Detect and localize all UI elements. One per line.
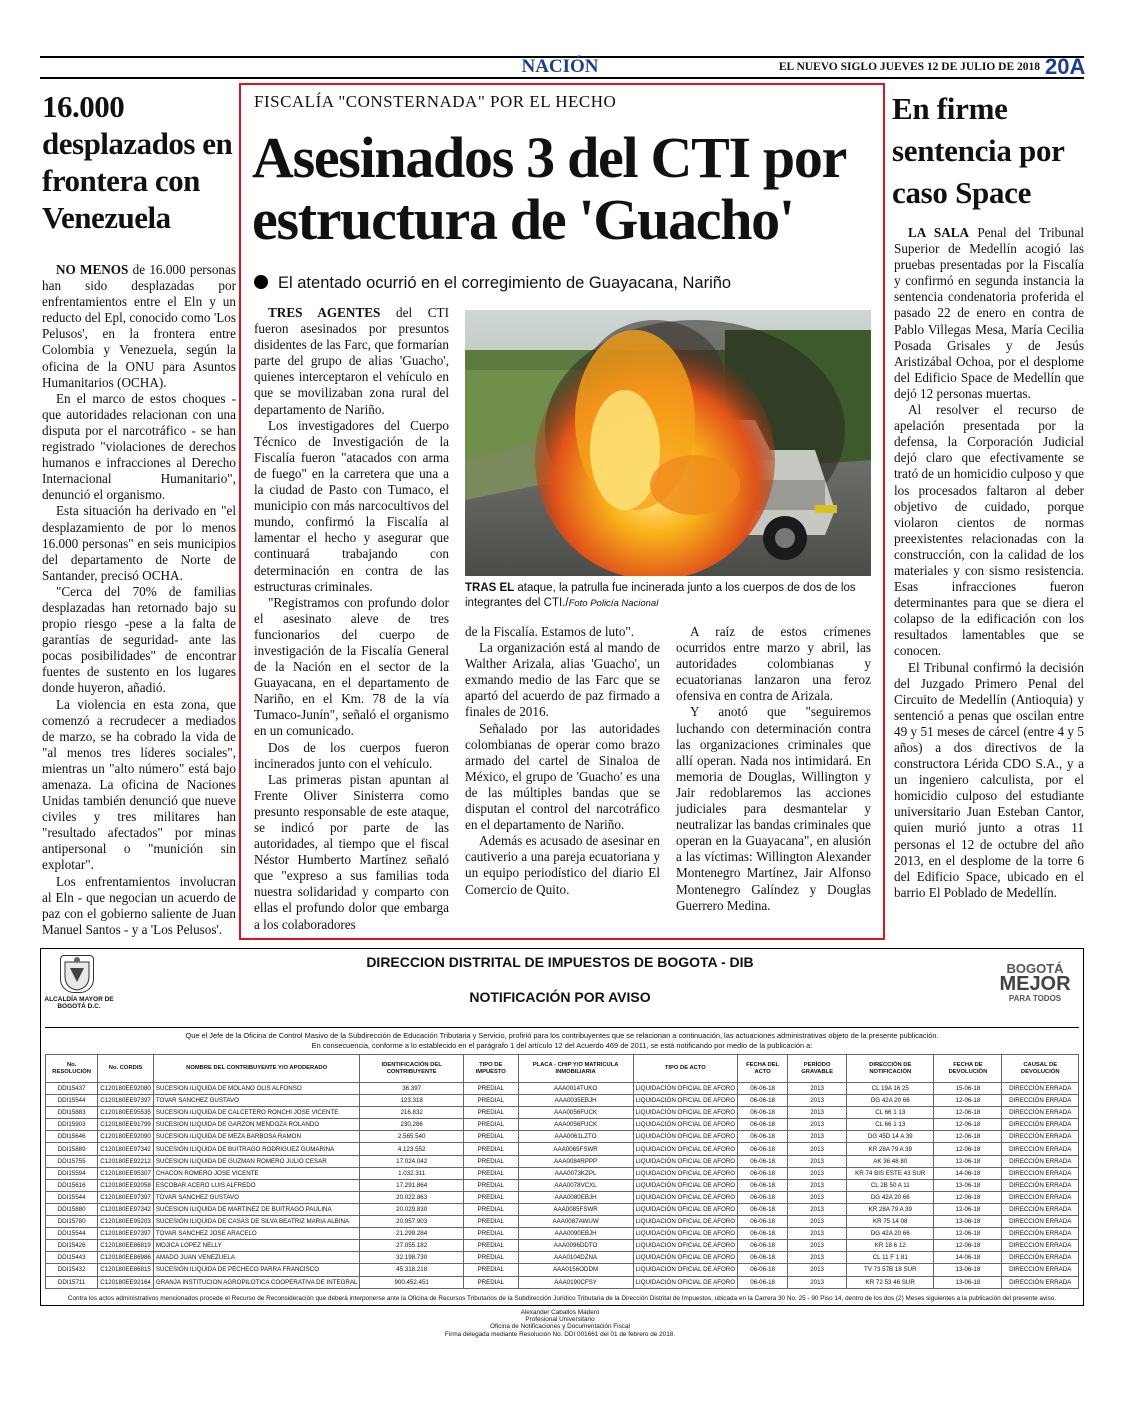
table-cell: SUCESION ILIQUIDA DE MOLANO OLIS ALFONSO bbox=[153, 1083, 360, 1095]
table-cell: PREDIAL bbox=[463, 1131, 518, 1143]
table-cell: SUCESION ILIQUIDA DE BUITRAGO RODRIGUEZ GUMARINA bbox=[153, 1143, 360, 1155]
table-cell: 2013 bbox=[788, 1264, 847, 1276]
table-row bbox=[46, 1264, 1079, 1276]
table-cell: C120180EE92212 bbox=[98, 1155, 154, 1167]
table-cell: PREDIAL bbox=[463, 1143, 518, 1155]
table-cell: 2013 bbox=[788, 1276, 847, 1288]
left-story-body bbox=[42, 262, 236, 938]
main-paragraph: Y anotó que "seguiremos luchando con determinación contra las organizaciones criminales que allí operan. Nada nos intimidará. En memoria de Douglas, Willington y Jair redoblaremos las acciones judiciales para desmantelar y neutralizar las bandas criminales que operan en la Guayacana", en alusión a las víctimas: Willington Alexander Montenegro Martínez, Jair Alfonso Montenegro Galíndez y Douglas Guerrero Medina. bbox=[676, 704, 871, 913]
signature-name: Alexander Caballos Madero bbox=[520, 1309, 600, 1316]
main-headline: Asesinados 3 del CTI por estructura de 'Guacho' bbox=[252, 125, 845, 252]
table-cell: DIRECCIÓN ERRADA bbox=[1002, 1264, 1079, 1276]
table-cell: AAA0096DDTO bbox=[518, 1240, 633, 1252]
table-cell: AAA0156ODDM bbox=[518, 1264, 633, 1276]
table-cell: C120180EE95203 bbox=[98, 1216, 154, 1228]
table-cell: 12-06-18 bbox=[934, 1203, 1002, 1215]
logo-line-2: MEJOR bbox=[999, 973, 1071, 995]
table-cell: AAA0090EBJH bbox=[518, 1228, 633, 1240]
table-cell: KR 72 53 46 SUR bbox=[847, 1276, 934, 1288]
table-cell: PREDIAL bbox=[463, 1264, 518, 1276]
table-row bbox=[46, 1083, 1079, 1095]
table-cell: LIQUIDACIÓN OFICIAL DE AFORO bbox=[633, 1155, 737, 1167]
table-header-cell: CAUSAL DE DEVOLUCIÓN bbox=[1002, 1055, 1079, 1083]
table-cell: 06-06-18 bbox=[738, 1264, 788, 1276]
notice-subtitle: NOTIFICACIÓN POR AVISO bbox=[469, 989, 651, 1005]
main-paragraph: Además es acusado de asesinar en cautiverio a una pareja ecuatoriana y un equipo periodístico del diario El Comercio de Quito. bbox=[465, 833, 660, 897]
table-cell: DIRECCIÓN ERRADA bbox=[1002, 1216, 1079, 1228]
table-cell: PREDIAL bbox=[463, 1179, 518, 1191]
table-cell: PREDIAL bbox=[463, 1252, 518, 1264]
table-header-cell: No. RESOLUCIÓN bbox=[46, 1055, 98, 1083]
table-cell: 06-06-18 bbox=[738, 1191, 788, 1203]
table-cell: DIRECCIÓN ERRADA bbox=[1002, 1276, 1079, 1288]
main-kicker: FISCALÍA "CONSTERNADA" POR EL HECHO bbox=[254, 92, 617, 111]
table-cell: LIQUIDACIÓN OFICIAL DE AFORO bbox=[633, 1264, 737, 1276]
table-row bbox=[46, 1107, 1079, 1119]
page-number: 20A bbox=[1045, 54, 1086, 79]
table-cell: 17.024.042 bbox=[360, 1155, 463, 1167]
table-cell: AAA0056FUCK bbox=[518, 1119, 633, 1131]
table-row bbox=[46, 1191, 1079, 1203]
table-header-cell: DIRECCIÓN DE NOTIFICACIÓN bbox=[847, 1055, 934, 1083]
table-cell: TOVAR SANCHEZ JOSE ARACELO bbox=[153, 1228, 360, 1240]
table-cell: C120180EE95307 bbox=[98, 1167, 154, 1179]
table-cell: CL 66 1 13 bbox=[847, 1119, 934, 1131]
table-cell: PREDIAL bbox=[463, 1119, 518, 1131]
table-cell: LIQUIDACIÓN OFICIAL DE AFORO bbox=[633, 1228, 737, 1240]
table-cell: 06-06-18 bbox=[738, 1167, 788, 1179]
table-cell: DDI15594 bbox=[46, 1167, 98, 1179]
table-cell: LIQUIDACIÓN OFICIAL DE AFORO bbox=[633, 1216, 737, 1228]
table-cell: 216.832 bbox=[360, 1107, 463, 1119]
table-cell: AAA0061LZTO bbox=[518, 1131, 633, 1143]
table-cell: 2013 bbox=[788, 1131, 847, 1143]
table-cell: DDI15780 bbox=[46, 1216, 98, 1228]
table-cell: DDI15883 bbox=[46, 1107, 98, 1119]
left-paragraph: de 16.000 personas han sido desplazadas por enfrentamientos entre el Eln y un reducto del Epl, conocido como 'Los Pelusos', en la frontera entre Colombia y Venezuela, según la oficina de la ONU para Asuntos Humanitarios (OCHA). bbox=[42, 262, 236, 390]
table-cell: DIRECCIÓN ERRADA bbox=[1002, 1095, 1079, 1107]
table-cell: LIQUIDACIÓN OFICIAL DE AFORO bbox=[633, 1143, 737, 1155]
table-cell: 36.397 bbox=[360, 1083, 463, 1095]
table-cell: PREDIAL bbox=[463, 1155, 518, 1167]
table-cell: KR 75 14 08 bbox=[847, 1216, 934, 1228]
table-cell: DDI15646 bbox=[46, 1131, 98, 1143]
table-cell: DDI15889 bbox=[46, 1143, 98, 1155]
main-paragraph: de la Fiscalía. Estamos de luto". bbox=[465, 624, 635, 639]
main-lead: TRES AGENTES bbox=[268, 305, 381, 320]
table-cell: 06-06-18 bbox=[738, 1143, 788, 1155]
table-cell: 2013 bbox=[788, 1216, 847, 1228]
notice-footer: Contra los actos administrativos mencionados procede el Recurso de Reconsideración que deberá interponerse ante la Oficina de Recursos Tributarios de la Subdirección Jurídico Tributaria de la Dirección Distrital de Impuestos, ubicada en la Carrera 30 No. 25 - 90 Piso 14, dentro de los dos (2) Meses siguientes a la publicación del presente aviso. bbox=[67, 1295, 1057, 1302]
table-cell: DIRECCIÓN ERRADA bbox=[1002, 1167, 1079, 1179]
table-cell: DDI15544 bbox=[46, 1191, 98, 1203]
table-cell: C120180EE86815 bbox=[98, 1264, 154, 1276]
left-paragraph: Esta situación ha derivado en "el desplazamiento de por lo menos 16.000 personas" en seis municipios del departamento de Norte de Santander, precisó OCHA. bbox=[42, 503, 236, 583]
table-cell: AMADO JUAN VENEZUELA bbox=[153, 1252, 360, 1264]
notice-intro-line-1: Que el Jefe de la Oficina de Control Masivo de la Subdirección de Educación Tributaria y Servicio, profirió para los contribuyentes que se relacionan a continuación, las actuaciones administrativas objeto de la presente publicación. bbox=[185, 1031, 939, 1040]
caption-credit: Foto Policía Nacional bbox=[568, 598, 659, 609]
table-cell: 13-06-18 bbox=[934, 1264, 1002, 1276]
table-cell: CL 19A 16 25 bbox=[847, 1083, 934, 1095]
table-cell: 12-06-18 bbox=[934, 1155, 1002, 1167]
table-cell: DIRECCIÓN ERRADA bbox=[1002, 1083, 1079, 1095]
table-row bbox=[46, 1095, 1079, 1107]
table-cell: SUCESION ILIQUIDA DE GUZMAN ROMERO JULIO CESAR bbox=[153, 1155, 360, 1167]
notice-table-header bbox=[46, 1055, 1079, 1083]
table-cell: C120180EE91799 bbox=[98, 1119, 154, 1131]
table-cell: LIQUIDACIÓN OFICIAL DE AFORO bbox=[633, 1240, 737, 1252]
notice-intro-line-2: En consecuencia, conforme a lo establecido en el parágrafo 1 del artículo 12 del Acuerdo 469 de 2011, se está notificando por medio de la publicación a: bbox=[311, 1040, 813, 1050]
right-story-body bbox=[894, 225, 1084, 901]
table-row bbox=[46, 1252, 1079, 1264]
table-cell: DDI15432 bbox=[46, 1264, 98, 1276]
table-cell: LIQUIDACIÓN OFICIAL DE AFORO bbox=[633, 1191, 737, 1203]
table-cell: 14-06-18 bbox=[934, 1167, 1002, 1179]
table-cell: DIRECCIÓN ERRADA bbox=[1002, 1155, 1079, 1167]
table-cell: C120180EE92080 bbox=[98, 1083, 154, 1095]
signature-office: Oficina de Notificaciones y Documentación Fiscal bbox=[490, 1323, 630, 1331]
table-cell: 2013 bbox=[788, 1155, 847, 1167]
table-cell: 15-06-18 bbox=[934, 1083, 1002, 1095]
table-cell: 12-06-18 bbox=[934, 1240, 1002, 1252]
table-cell: DDI15711 bbox=[46, 1276, 98, 1288]
table-cell: 21.299.284 bbox=[360, 1228, 463, 1240]
table-cell: PREDIAL bbox=[463, 1228, 518, 1240]
table-cell: SUCESION ILIQUIDA DE MEZA BARBOSA RAMON bbox=[153, 1131, 360, 1143]
right-paragraph: Al resolver el recurso de apelación presentada por la defensa, la Corporación Judicial dejó claro que efectivamente se trató de un homicidio culposo y que los procesados faltaron al deber objetivo de cuidado, porque violaron cientos de normas preexistentes relacionadas con la construcción, con la calidad de los materiales y con sismo resistencia. Esas infracciones fueron determinantes para que se diera el colapso de la edificación con los resultados lamentables que se conocen. bbox=[894, 402, 1084, 659]
table-cell: AAA0035EBJH bbox=[518, 1095, 633, 1107]
table-cell: KR 28A 79 A 39 bbox=[847, 1143, 934, 1155]
table-cell: TOVAR SANCHEZ GUSTAVO bbox=[153, 1095, 360, 1107]
table-cell: CHACON ROMERO JOSE VICENTE bbox=[153, 1167, 360, 1179]
table-header-cell: FECHA DE DEVOLUCIÓN bbox=[934, 1055, 1002, 1083]
main-paragraph: del CTI fueron asesinados por presuntos disidentes de las Farc, que formarían parte del grupo de alias 'Guacho', quienes interceptaron el vehículo en que se movilizaban zona rural del departamento de Nariño. bbox=[254, 305, 450, 417]
burning-vehicle-photo bbox=[465, 310, 871, 576]
left-paragraph: La violencia en esta zona, que comenzó a recrudecer a mediados de marzo, se ha cobrado la vida de "al menos tres líderes sociales", mientras un "alto número" está bajo amenaza. La oficina de Naciones Unidas también denunció que nueve civiles y tres militares han "resultado afectados" por minas antipersonal o "munición sin explotar". bbox=[42, 696, 236, 873]
table-cell: SUCESION ILIQUIDA DE CASAS DE SILVA BEATRIZ MARIA ALBINA bbox=[153, 1216, 360, 1228]
table-cell: MOJICA LOPEZ NELLY bbox=[153, 1240, 360, 1252]
table-cell: 2.565.540 bbox=[360, 1131, 463, 1143]
table-cell: 20.957.903 bbox=[360, 1216, 463, 1228]
table-cell: KR 28A 79 A 39 bbox=[847, 1203, 934, 1215]
table-cell: LIQUIDACIÓN OFICIAL DE AFORO bbox=[633, 1203, 737, 1215]
table-cell: AAA0056FUCK bbox=[518, 1107, 633, 1119]
table-cell: DDI15544 bbox=[46, 1228, 98, 1240]
table-cell: AAA0085FSWR bbox=[518, 1203, 633, 1215]
table-cell: DG 42A 20 66 bbox=[847, 1228, 934, 1240]
table-cell: 06-06-18 bbox=[738, 1240, 788, 1252]
table-cell: 20.022.863 bbox=[360, 1191, 463, 1203]
left-lead: NO MENOS bbox=[56, 262, 129, 277]
table-cell: 12-06-18 bbox=[934, 1191, 1002, 1203]
table-cell: AAA0087AWUW bbox=[518, 1216, 633, 1228]
main-paragraph: Señalado por las autoridades colombianas de operar como brazo armado del cartel de Sinaloa de México, el grupo de 'Guacho' es una de las múltiples bandas que se disputan el control del narcotráfico en el departamento de Nariño. bbox=[465, 720, 660, 833]
table-cell: C120180EE92058 bbox=[98, 1179, 154, 1191]
table-cell: PREDIAL bbox=[463, 1216, 518, 1228]
main-column-3 bbox=[676, 624, 871, 914]
table-cell: AK 36 48 80 bbox=[847, 1155, 934, 1167]
table-cell: 1.032.311 bbox=[360, 1167, 463, 1179]
table-cell: C120180EE97397 bbox=[98, 1228, 154, 1240]
table-cell: 2013 bbox=[788, 1252, 847, 1264]
table-cell: SUCESION ILIQUIDA DE MARTINEZ DE BUITRAGO PAULINA bbox=[153, 1203, 360, 1215]
table-cell: LIQUIDACIÓN OFICIAL DE AFORO bbox=[633, 1252, 737, 1264]
table-cell: KR 18 6 12 bbox=[847, 1240, 934, 1252]
table-cell: DIRECCIÓN ERRADA bbox=[1002, 1228, 1079, 1240]
table-cell: 12-06-18 bbox=[934, 1143, 1002, 1155]
table-cell: DDI15616 bbox=[46, 1179, 98, 1191]
table-cell: DDI15755 bbox=[46, 1155, 98, 1167]
left-paragraph: Los enfrentamientos involucran al Eln - que negocian un acuerdo de paz con el gobierno saliente de Juan Manuel Santos - y a 'Los Pelusos'. bbox=[42, 873, 236, 937]
table-cell: AAA0084RPPP bbox=[518, 1155, 633, 1167]
table-cell: ESCOBAR ACERO LUIS ALFREDO bbox=[153, 1179, 360, 1191]
signature-role: Profesional Universitario bbox=[525, 1316, 595, 1324]
table-cell: C120180EE86986 bbox=[98, 1252, 154, 1264]
table-row bbox=[46, 1240, 1079, 1252]
table-cell: PREDIAL bbox=[463, 1203, 518, 1215]
main-paragraph: Las primeras pistan apuntan al Frente Oliver Sinisterra como presunto responsable de este ataque, se indicó por parte de las autoridades, al tiempo que el fiscal Néstor Humberto Martínez señaló que "expreso a sus familias toda nuestra solidaridad y comparto con ellas el profundo dolor que embarga a los colaboradores bbox=[254, 771, 449, 932]
table-cell: 12-06-18 bbox=[934, 1228, 1002, 1240]
table-cell: DDI15437 bbox=[46, 1083, 98, 1095]
right-headline: En firme sentencia por caso Space bbox=[892, 91, 1065, 210]
table-cell: 12-06-18 bbox=[934, 1107, 1002, 1119]
table-cell: LIQUIDACIÓN OFICIAL DE AFORO bbox=[633, 1119, 737, 1131]
table-cell: LIQUIDACIÓN OFICIAL DE AFORO bbox=[633, 1083, 737, 1095]
table-cell: DIRECCIÓN ERRADA bbox=[1002, 1131, 1079, 1143]
table-cell: TV 73 57B 18 SUR bbox=[847, 1264, 934, 1276]
masthead-date: EL NUEVO SIGLO JUEVES 12 DE JULIO DE 2018 bbox=[778, 61, 1040, 73]
caption-text: ataque, la patrulla fue incinerada junto a los cuerpos de dos de los integrantes del CTI./ bbox=[465, 582, 856, 609]
table-cell: 06-06-18 bbox=[738, 1155, 788, 1167]
table-row bbox=[46, 1276, 1079, 1288]
table-cell: DG 42A 20 66 bbox=[847, 1095, 934, 1107]
table-cell: 13-06-18 bbox=[934, 1216, 1002, 1228]
table-cell: SUCESION ILIQUIDA DE PECHECO PARRA FRANCISCO bbox=[153, 1264, 360, 1276]
table-row bbox=[46, 1131, 1079, 1143]
signature-delegation: Firma delegada mediante Resolución No. DDI 001661 del 01 de febrero de 2018. bbox=[444, 1330, 676, 1338]
table-cell: AAA0014TUKO bbox=[518, 1083, 633, 1095]
table-cell: DIRECCIÓN ERRADA bbox=[1002, 1179, 1079, 1191]
table-cell: 12-06-18 bbox=[934, 1095, 1002, 1107]
table-cell: 32.198.730 bbox=[360, 1252, 463, 1264]
table-cell: 06-06-18 bbox=[738, 1276, 788, 1288]
table-row bbox=[46, 1167, 1079, 1179]
table-row bbox=[46, 1203, 1079, 1215]
table-cell: TOVAR SANCHEZ GUSTAVO bbox=[153, 1191, 360, 1203]
main-paragraph: A raíz de estos crímenes ocurridos entre marzo y abril, las autoridades colombianas y ecuatorianas lanzaron una feroz ofensiva en contra de Arizala. bbox=[676, 624, 871, 704]
table-cell: 45.318.218 bbox=[360, 1264, 463, 1276]
table-cell: DIRECCIÓN ERRADA bbox=[1002, 1107, 1079, 1119]
table-cell: LIQUIDACIÓN OFICIAL DE AFORO bbox=[633, 1107, 737, 1119]
table-cell: PREDIAL bbox=[463, 1191, 518, 1203]
table-header-cell: PERÍODO GRAVABLE bbox=[788, 1055, 847, 1083]
table-cell: 2013 bbox=[788, 1119, 847, 1131]
table-cell: 2013 bbox=[788, 1095, 847, 1107]
logo-line-1: BOGOTÁ bbox=[1006, 961, 1064, 976]
table-row bbox=[46, 1143, 1079, 1155]
table-cell: C120180EE86819 bbox=[98, 1240, 154, 1252]
bogota-mejor-logo bbox=[990, 962, 1080, 1003]
main-paragraph: La organización está al mando de Walther Arizala, alias 'Guacho', un exmando medio de las Farc que se apartó del acuerdo de paz firmado a finales de 2016. bbox=[465, 640, 660, 720]
table-cell: 12-06-18 bbox=[934, 1119, 1002, 1131]
table-cell: 06-06-18 bbox=[738, 1083, 788, 1095]
table-cell: 06-06-18 bbox=[738, 1203, 788, 1215]
table-cell: 13-06-18 bbox=[934, 1276, 1002, 1288]
table-cell: 06-06-18 bbox=[738, 1216, 788, 1228]
right-paragraph: El Tribunal confirmó la decisión del Juzgado Primero Penal del Circuito de Medellín (Antioquia) y sentenció a penas que oscilan entre 49 y 51 meses de cárcel (entre 4 y 5 años) a dos directivos de la constructora Lérida CDO S.A., y a un ingeniero calculista, por el homicidio culposo del estudiante universitario Juan Esteban Cantor, quien murió junto a otras 11 personas el 12 de octubre del año 2013, en el desplome de la torre 6 del Edificio Space, ubicado en el barrio El Poblado de Medellín. bbox=[894, 659, 1084, 900]
table-cell: PREDIAL bbox=[463, 1167, 518, 1179]
table-cell: 2013 bbox=[788, 1228, 847, 1240]
main-paragraph: "Registramos con profundo dolor el asesinato aleve de tres funcionarios del cuerpo de investigación de la Fiscalía General de la Nación en el sector de la Guayacana, en el departamento de Nariño, en el Km. 78 de la vía Tumaco-Junín", señaló el organismo en un comunicado. bbox=[254, 594, 449, 739]
table-cell: DG 45D 14 A 39 bbox=[847, 1131, 934, 1143]
table-row bbox=[46, 1119, 1079, 1131]
notice-signature bbox=[300, 1309, 820, 1338]
table-cell: 06-06-18 bbox=[738, 1179, 788, 1191]
right-lead: LA SALA bbox=[908, 225, 970, 240]
table-header-cell: No. CORDIS bbox=[98, 1055, 154, 1083]
table-cell: GRANJA INSTITUCION AGROPILOTICA COOPERATIVA DE INTEGRAL bbox=[153, 1276, 360, 1288]
table-cell: 123.318 bbox=[360, 1095, 463, 1107]
table-cell: AAA0080EBJH bbox=[518, 1191, 633, 1203]
table-cell: AAA0078VCXL bbox=[518, 1179, 633, 1191]
table-cell: 27.055.182 bbox=[360, 1240, 463, 1252]
table-cell: 900.452.451 bbox=[360, 1276, 463, 1288]
table-cell: AAA0104DZNA bbox=[518, 1252, 633, 1264]
table-header-cell: NOMBRE DEL CONTRIBUYENTE Y/O APODERADO bbox=[153, 1055, 360, 1083]
table-cell: 2013 bbox=[788, 1143, 847, 1155]
table-cell: 4.123.552 bbox=[360, 1143, 463, 1155]
section-name: NACIÓN bbox=[521, 56, 599, 77]
table-cell: 2013 bbox=[788, 1203, 847, 1215]
table-cell: LIQUIDACIÓN OFICIAL DE AFORO bbox=[633, 1179, 737, 1191]
main-column-1 bbox=[254, 305, 449, 933]
table-cell: DDI15544 bbox=[46, 1095, 98, 1107]
table-cell: SUCESION ILIQUIDA DE GARZON MENDOZA ROLANDO bbox=[153, 1119, 360, 1131]
left-headline: 16.000 desplazados en frontera con Venezuela bbox=[42, 89, 233, 235]
table-row bbox=[46, 1155, 1079, 1167]
table-cell: 2013 bbox=[788, 1107, 847, 1119]
table-cell: 06-06-18 bbox=[738, 1252, 788, 1264]
table-header-cell: IDENTIFICACIÓN DEL CONTRIBUYENTE bbox=[360, 1055, 463, 1083]
table-cell: PREDIAL bbox=[463, 1095, 518, 1107]
table-cell: C120180EE95535 bbox=[98, 1107, 154, 1119]
table-cell: KR 74 BIS ESTE 43 SUR bbox=[847, 1167, 934, 1179]
table-cell: 06-06-18 bbox=[738, 1131, 788, 1143]
table-cell: DIRECCIÓN ERRADA bbox=[1002, 1191, 1079, 1203]
table-cell: DG 42A 20 66 bbox=[847, 1191, 934, 1203]
table-cell: AAA0065FSWR bbox=[518, 1143, 633, 1155]
bullet-icon bbox=[254, 275, 268, 289]
table-cell: DIRECCIÓN ERRADA bbox=[1002, 1119, 1079, 1131]
table-cell: 12-06-18 bbox=[934, 1131, 1002, 1143]
notice-intro bbox=[45, 1031, 1079, 1050]
table-cell: C120180EE97342 bbox=[98, 1143, 154, 1155]
table-cell: DIRECCIÓN ERRADA bbox=[1002, 1143, 1079, 1155]
table-cell: C120180EE97397 bbox=[98, 1095, 154, 1107]
photo-caption bbox=[465, 581, 871, 611]
table-cell: 2013 bbox=[788, 1240, 847, 1252]
main-paragraph: Dos de los cuerpos fueron incinerados junto con el vehículo. bbox=[254, 739, 449, 771]
table-cell: DDI15903 bbox=[46, 1119, 98, 1131]
table-cell: DIRECCIÓN ERRADA bbox=[1002, 1240, 1079, 1252]
main-paragraph: Los investigadores del Cuerpo Técnico de Investigación de la Fiscalía fueron "atacados con arma de fuego" en la carretera que una a la ciudad de Pasto con Tumaco, el municipio con más narcocultivos del mundo, confirmó la Fiscalía al lamentar el hecho y asegurar que continuará trabajando con determinación en contra de las estructuras criminales. bbox=[254, 417, 449, 594]
table-cell: 2013 bbox=[788, 1083, 847, 1095]
bogota-crest-icon bbox=[60, 955, 94, 993]
table-cell: LIQUIDACIÓN OFICIAL DE AFORO bbox=[633, 1167, 737, 1179]
main-deck bbox=[254, 272, 874, 294]
caption-lead: TRAS EL bbox=[465, 582, 515, 594]
table-cell: DDI15426 bbox=[46, 1240, 98, 1252]
table-row bbox=[46, 1179, 1079, 1191]
left-paragraph: "Cerca del 70% de familias desplazadas han retornado bajo su propio riesgo -pese a la falta de garantías de seguridad- ante las pocas posibilidades" de encontrar fuentes de sustento en los lugares donde huyeron, añadió. bbox=[42, 583, 236, 696]
table-cell: 13-06-18 bbox=[934, 1179, 1002, 1191]
table-cell: 17.291.864 bbox=[360, 1179, 463, 1191]
table-row bbox=[46, 1216, 1079, 1228]
table-cell: DIRECCIÓN ERRADA bbox=[1002, 1203, 1079, 1215]
crest-label: ALCALDÍA MAYOR DE BOGOTÁ D.C. bbox=[44, 996, 114, 1010]
table-header-cell: TIPO DE ACTO bbox=[633, 1055, 737, 1083]
notice-table bbox=[45, 1054, 1079, 1289]
right-paragraph: Penal del Tribunal Superior de Medellín acogió las pruebas presentadas por la Fiscalía y confirmó en segunda instancia la sentencia condenatoria proferida el pasado 22 de enero en contra de Pablo Villegas Mesa, María Cecilia Posada Grisales y de Jesús Aristizábal Ochoa, por el desplome del Edificio Space de Medellín que dejó 12 personas muertas. bbox=[894, 225, 1084, 401]
table-header-cell: TIPO DE IMPUESTO bbox=[463, 1055, 518, 1083]
table-cell: SUCESION ILIQUIDA DE CALCETERO RONCHI JOSE VICENTE bbox=[153, 1107, 360, 1119]
table-cell: C120180EE92164 bbox=[98, 1276, 154, 1288]
table-cell: DDI15443 bbox=[46, 1252, 98, 1264]
table-cell: C120180EE97397 bbox=[98, 1191, 154, 1203]
table-cell: C120180EE92090 bbox=[98, 1131, 154, 1143]
table-cell: PREDIAL bbox=[463, 1276, 518, 1288]
table-cell: 06-06-18 bbox=[738, 1095, 788, 1107]
table-row bbox=[46, 1228, 1079, 1240]
table-cell: C120180EE97342 bbox=[98, 1203, 154, 1215]
table-cell: 06-06-18 bbox=[738, 1228, 788, 1240]
table-cell: LIQUIDACIÓN OFICIAL DE AFORO bbox=[633, 1276, 737, 1288]
table-cell: PREDIAL bbox=[463, 1240, 518, 1252]
left-paragraph: En el marco de estos choques - que autoridades relacionan con una disputa por el narcotráfico - se han registrado "violaciones de derechos humanos e infracciones al Derecho Internacional Humanitario", denunció el organismo. bbox=[42, 390, 236, 503]
table-cell: CL 2B 50 A 11 bbox=[847, 1179, 934, 1191]
table-cell: LIQUIDACIÓN OFICIAL DE AFORO bbox=[633, 1095, 737, 1107]
table-header-cell: PLACA - CHIP Y/O MATRICULA INMOBILIARIA bbox=[518, 1055, 633, 1083]
table-cell: 230.286 bbox=[360, 1119, 463, 1131]
table-cell: 14-06-18 bbox=[934, 1252, 1002, 1264]
main-deck-text: El atentado ocurrió en el corregimiento de Guayacana, Nariño bbox=[278, 274, 732, 292]
main-column-2 bbox=[465, 624, 660, 898]
table-cell: 06-06-18 bbox=[738, 1119, 788, 1131]
table-cell: AAA0073KZPL bbox=[518, 1167, 633, 1179]
logo-line-3: PARA TODOS bbox=[1008, 994, 1062, 1003]
table-cell: 20.029.830 bbox=[360, 1203, 463, 1215]
notice-title: DIRECCION DISTRITAL DE IMPUESTOS DE BOGOTA - DIB bbox=[366, 954, 754, 970]
table-cell: DDI15880 bbox=[46, 1203, 98, 1215]
table-cell: 06-06-18 bbox=[738, 1107, 788, 1119]
table-cell: CL 66 1 13 bbox=[847, 1107, 934, 1119]
table-cell: AAA0190CFSY bbox=[518, 1276, 633, 1288]
table-cell: PREDIAL bbox=[463, 1083, 518, 1095]
table-cell: DIRECCIÓN ERRADA bbox=[1002, 1252, 1079, 1264]
table-cell: LIQUIDACIÓN OFICIAL DE AFORO bbox=[633, 1131, 737, 1143]
table-header-cell: FECHA DEL ACTO bbox=[738, 1055, 788, 1083]
table-cell: 2013 bbox=[788, 1167, 847, 1179]
notice-divider bbox=[45, 1027, 1079, 1028]
table-cell: 2013 bbox=[788, 1191, 847, 1203]
table-cell: 2013 bbox=[788, 1179, 847, 1191]
table-cell: PREDIAL bbox=[463, 1107, 518, 1119]
notice-table-body bbox=[46, 1083, 1079, 1289]
table-cell: CL 11 F 1 81 bbox=[847, 1252, 934, 1264]
